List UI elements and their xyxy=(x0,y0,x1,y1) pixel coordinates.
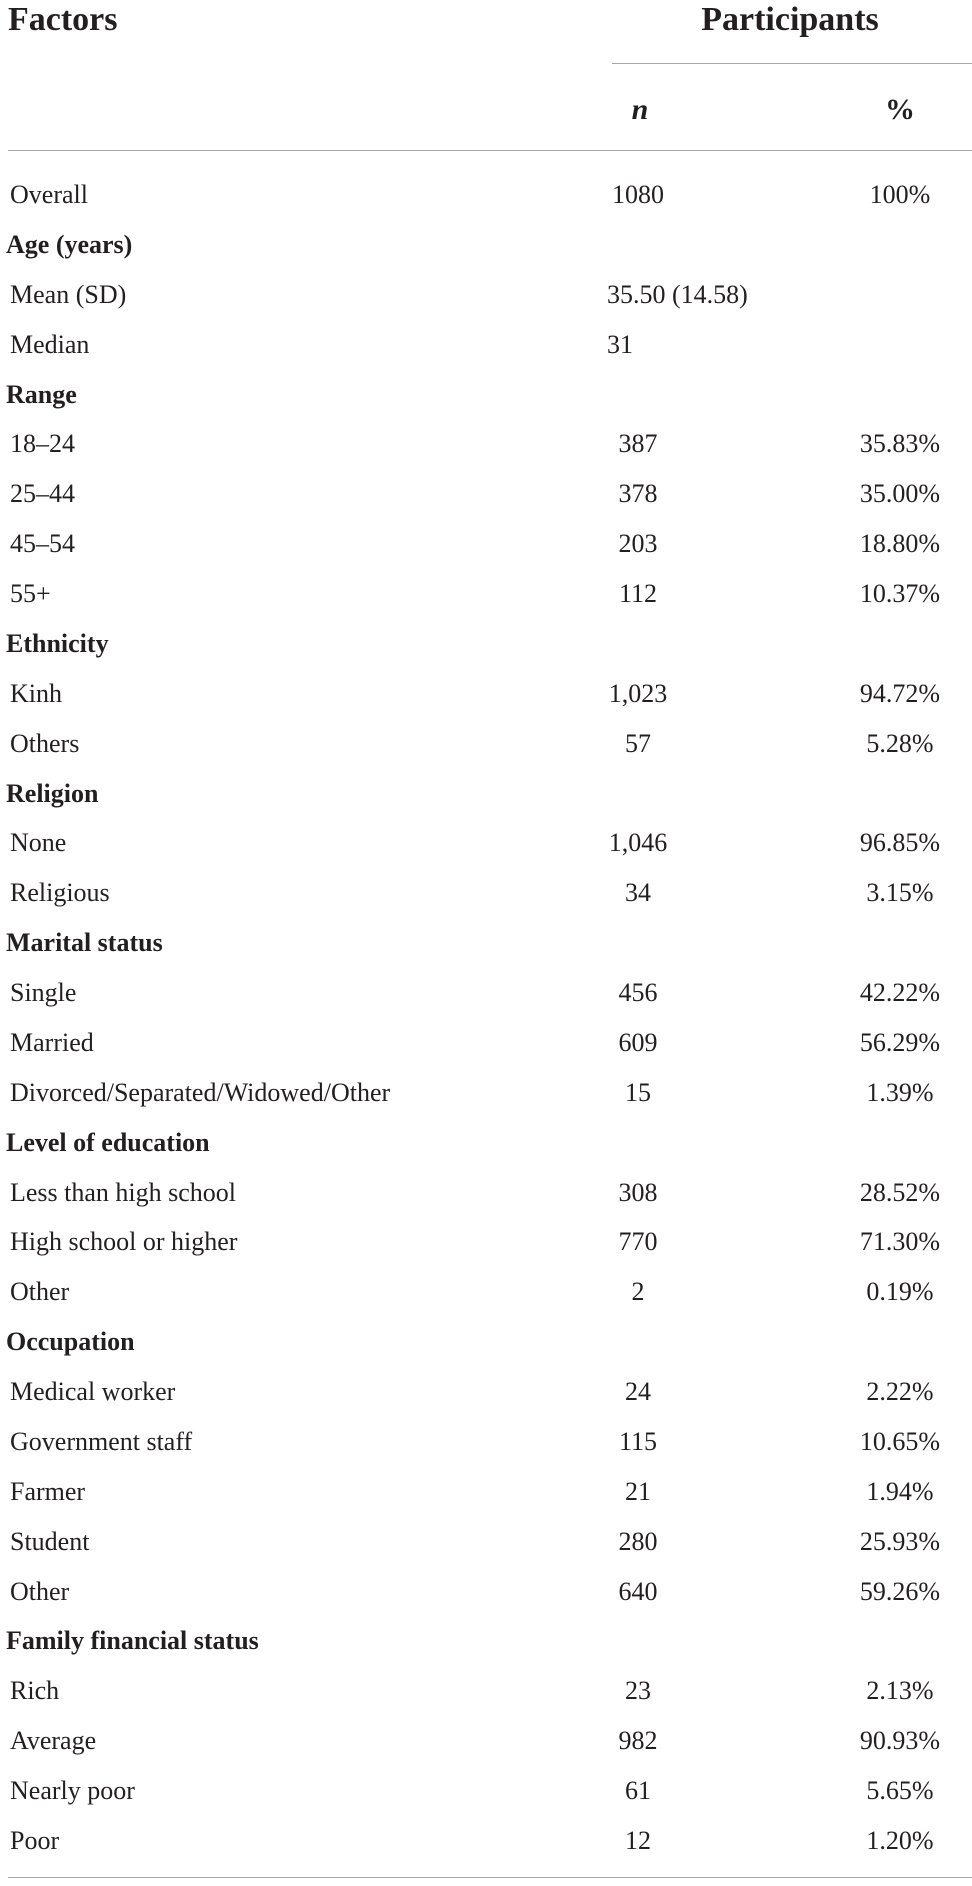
percent-cell: 35.83% xyxy=(859,429,941,459)
percent-cell: 28.52% xyxy=(859,1177,941,1207)
factor-label: Kinh xyxy=(10,678,62,708)
factor-label: Religious xyxy=(10,878,110,908)
table-row xyxy=(0,873,972,923)
percent-cell: 56.29% xyxy=(859,1027,941,1057)
section-label: Ethnicity xyxy=(6,628,109,658)
table-row xyxy=(0,973,972,1023)
percent-cell: 0.19% xyxy=(866,1277,934,1307)
factor-label: Rich xyxy=(10,1676,60,1706)
percent-cell: 1.39% xyxy=(866,1077,934,1107)
factor-label: Poor xyxy=(10,1825,60,1855)
n-cell: 387 xyxy=(618,429,658,459)
section-label: Range xyxy=(6,379,77,409)
section-label: Marital status xyxy=(6,928,163,958)
factor-label: Average xyxy=(10,1726,97,1756)
n-cell: 12 xyxy=(625,1825,651,1855)
n-cell: 1,046 xyxy=(608,828,668,858)
n-cell: 1,023 xyxy=(608,678,668,708)
table-row xyxy=(0,1671,972,1721)
table-row xyxy=(0,724,972,774)
table-row xyxy=(0,1821,972,1871)
factor-label: None xyxy=(10,828,67,858)
factor-label: Overall xyxy=(10,180,88,209)
factor-label: Student xyxy=(10,1526,90,1556)
participants-divider xyxy=(612,63,972,64)
percent-cell: 96.85% xyxy=(859,828,941,858)
table-row xyxy=(0,1522,972,1572)
section-header-row xyxy=(0,1621,972,1671)
percent-cell: 90.93% xyxy=(859,1726,941,1756)
n-cell: 115 xyxy=(618,1426,658,1456)
n-cell: 770 xyxy=(618,1227,658,1257)
section-header-row xyxy=(0,1123,972,1173)
percent-cell: 94.72% xyxy=(859,678,941,708)
n-cell: 982 xyxy=(618,1726,658,1756)
n-cell: 2 xyxy=(631,1277,645,1307)
factor-label: Medical worker xyxy=(10,1377,176,1406)
table-row xyxy=(0,1173,972,1223)
section-header-row xyxy=(0,774,972,824)
factor-label: Median xyxy=(10,329,90,359)
n-cell: 456 xyxy=(618,978,658,1007)
factor-label: 18–24 xyxy=(10,429,75,459)
factor-label: Government staff xyxy=(10,1426,193,1456)
table-bottom-rule xyxy=(8,1877,972,1878)
table-row xyxy=(0,175,972,225)
section-header-row xyxy=(0,225,972,275)
factor-label: Others xyxy=(10,728,80,758)
factor-label: Other xyxy=(10,1576,70,1606)
factor-label: Married xyxy=(10,1027,94,1057)
factor-label: Divorced/Separated/Widowed/Other xyxy=(10,1077,391,1107)
n-cell: 61 xyxy=(625,1776,651,1805)
section-header-row xyxy=(0,923,972,973)
section-label: Age (years) xyxy=(6,229,133,259)
factor-label: 45–54 xyxy=(10,529,75,559)
factors-header: Factors xyxy=(8,1,118,38)
table-row xyxy=(0,574,972,624)
table-body xyxy=(0,175,972,1871)
n-cell: 15 xyxy=(625,1077,651,1107)
table-row xyxy=(0,275,972,325)
percent-cell: 59.26% xyxy=(859,1576,941,1606)
n-cell: 21 xyxy=(625,1476,651,1506)
percent-cell: 2.13% xyxy=(866,1676,934,1706)
table-row xyxy=(0,524,972,574)
percent-cell: 1.94% xyxy=(866,1476,934,1506)
section-header-row xyxy=(0,1322,972,1372)
n-cell: 280 xyxy=(618,1526,658,1556)
factor-label: Single xyxy=(10,978,77,1007)
table-row xyxy=(0,424,972,474)
section-label: Family financial status xyxy=(6,1626,259,1656)
table-row xyxy=(0,1073,972,1123)
table-row xyxy=(0,674,972,724)
n-cell: 203 xyxy=(618,529,658,559)
factor-label: High school or higher xyxy=(10,1227,238,1257)
percent-cell: 71.30% xyxy=(859,1227,941,1257)
table-row xyxy=(0,1422,972,1472)
percent-cell: 5.28% xyxy=(866,728,934,758)
percent-cell: 5.65% xyxy=(866,1776,934,1805)
table-row xyxy=(0,1222,972,1272)
n-cell: 640 xyxy=(618,1576,658,1606)
percent-cell: 2.22% xyxy=(866,1377,934,1406)
n-cell: 24 xyxy=(625,1377,651,1406)
table-row xyxy=(0,474,972,524)
n-cell: 31 xyxy=(607,329,633,359)
factor-label: 55+ xyxy=(10,579,51,608)
participants-header: Participants xyxy=(701,1,879,38)
percent-cell: 10.37% xyxy=(859,579,941,608)
factor-label: Nearly poor xyxy=(10,1776,135,1805)
percent-cell: 100% xyxy=(869,180,931,209)
n-column-header: n xyxy=(631,93,649,126)
n-cell: 308 xyxy=(618,1177,658,1207)
section-label: Religion xyxy=(6,778,99,808)
factor-label: 25–44 xyxy=(10,479,75,509)
section-label: Occupation xyxy=(6,1327,135,1357)
percent-cell: 10.65% xyxy=(859,1426,941,1456)
table-row xyxy=(0,325,972,375)
table-row xyxy=(0,1572,972,1622)
percent-cell: 18.80% xyxy=(859,529,941,559)
factor-label: Other xyxy=(10,1277,70,1307)
percent-column-header: % xyxy=(885,93,915,126)
n-cell: 34 xyxy=(625,878,651,908)
percent-cell: 42.22% xyxy=(859,978,941,1007)
table-row xyxy=(0,1272,972,1322)
n-cell: 112 xyxy=(618,579,658,608)
section-header-row xyxy=(0,624,972,674)
table-row xyxy=(0,1721,972,1771)
n-cell: 609 xyxy=(618,1027,658,1057)
factor-label: Farmer xyxy=(10,1476,86,1506)
factor-label: Less than high school xyxy=(10,1177,237,1207)
n-cell: 57 xyxy=(625,728,651,758)
percent-cell: 3.15% xyxy=(866,878,934,908)
n-cell: 1080 xyxy=(612,180,664,209)
n-cell: 378 xyxy=(618,479,658,509)
table-row xyxy=(0,1023,972,1073)
percent-cell: 1.20% xyxy=(866,1825,934,1855)
table-row xyxy=(0,1771,972,1821)
n-cell: 35.50 (14.58) xyxy=(607,279,748,309)
table-row xyxy=(0,1372,972,1422)
table-row xyxy=(0,823,972,873)
factor-label: Mean (SD) xyxy=(10,279,127,309)
section-header-row xyxy=(0,375,972,425)
table-row xyxy=(0,1472,972,1522)
percent-cell: 25.93% xyxy=(859,1526,941,1556)
percent-cell: 35.00% xyxy=(859,479,941,509)
section-label: Level of education xyxy=(6,1127,210,1157)
n-cell: 23 xyxy=(625,1676,651,1706)
header-divider xyxy=(8,150,972,151)
